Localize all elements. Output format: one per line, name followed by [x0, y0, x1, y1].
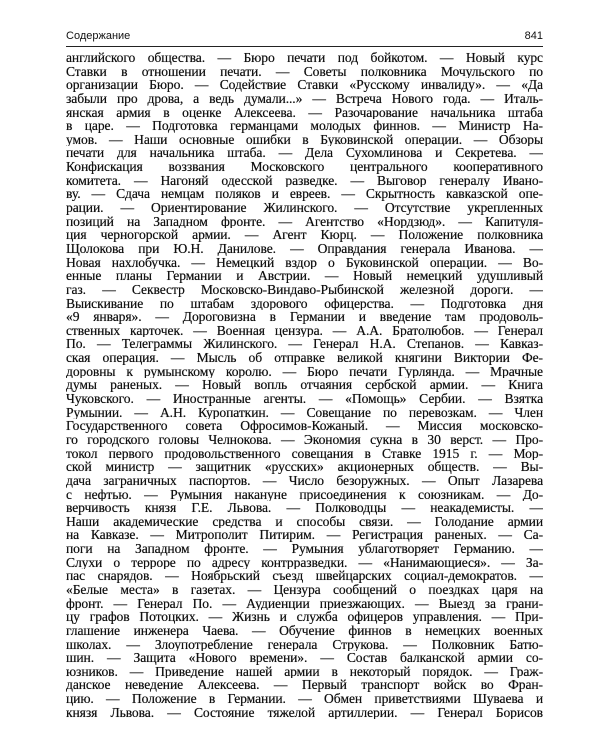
text-line: «9 января». — Дороговизна в Германии и введение там продоволь- — [66, 310, 543, 324]
text-line: Новая нахлобучка. — Немецкий вздор о Буковинской операции. — Во- — [66, 255, 543, 270]
text-line: английского общества. — Бюро печати под бойкотом. — Новый курс — [66, 51, 543, 65]
text-line: ция черногорской армии. — Агент Кюрц. — Положение полковника — [66, 228, 543, 242]
text-line: го городского головы Челнокова. — Экономия сукна в 30 верст. — Про- — [66, 432, 543, 447]
text-line: думы раненых. — Новый вопль отчаяния сербской армии. — Книга — [66, 378, 543, 393]
text-line: верчивость князя Г.Е. Львова. — Полководцы — неакадемисты. — — [66, 501, 543, 515]
page-number: 841 — [524, 30, 543, 42]
text-line: ская операция. — Мысль об отправке великой княгини Виктории Фе- — [66, 351, 543, 365]
text-line: пас снарядов. — Ноябрьский съезд швейцарских социал-демократов. — — [66, 569, 543, 583]
text-line: токол первого продовольственного совещания в Ставке 1915 г. — Мор- — [66, 446, 543, 461]
text-line: По. — Телеграммы Жилинского. — Генерал Н.А. Степанов. — Кавказ- — [66, 337, 543, 352]
text-line: Конфискация воззвания Московского центрального кооперативного — [66, 160, 543, 174]
text-line: забыли про дрова, а ведь думали...» — Встреча Нового года. — Италь- — [66, 91, 543, 106]
table-of-contents-text — [66, 51, 543, 719]
text-line: комитета. — Нагоняй одесской разведке. — Выговор генералу Ивано- — [66, 173, 543, 188]
text-line: на Кавказе. — Митрополит Питирим. — Регистрация раненых. — Са- — [66, 528, 543, 543]
text-line: князя Львова. — Состояние тяжелой артиллерии. — Генерал Борисов — [66, 705, 543, 720]
text-line: янская армия в оценке Алексеева. — Разочарование начальника штаба — [66, 105, 543, 120]
text-line: поги на Западном фронте. — Румыния ублаготворяет Германию. — — [66, 542, 543, 556]
text-line: Румынии. — А.Н. Куропаткин. — Совещание по перевозкам. — Член — [66, 405, 543, 420]
text-line: дача заграничных паспортов. — Число безоружных. — Опыт Лазарева — [66, 473, 543, 488]
text-line: Щолокова при Ю.Н. Данилове. — Оправдания генерала Иванова. — — [66, 241, 543, 256]
running-header — [66, 30, 543, 47]
text-line: глашение инженера Чаева. — Обучение финнов в немецких военных — [66, 623, 543, 638]
text-line: цию. — Положение в Германии. — Обмен приветствиями Шуваева и — [66, 692, 543, 706]
text-line: рации. — Ориентирование Жилинского. — Отсутствие укрепленных — [66, 201, 543, 215]
text-line: школах. — Злоупотребление генерала Струкова. — Полковник Батю- — [66, 637, 543, 652]
text-line: Государственного совета Офросимов-Кожаный. — Миссия московско- — [66, 419, 543, 433]
text-line: енные планы Германии и Австрии. — Новый немецкий удушливый — [66, 269, 543, 283]
text-line: с нефтью. — Румыния накануне присоединения к союзникам. — До- — [66, 487, 543, 502]
text-line: умов. — Наши основные ошибки в Буковинской операции. — Обзоры — [66, 132, 543, 147]
text-line: Ставки в отношении печати. — Советы полковника Мочульского по — [66, 64, 543, 79]
text-line: Наши академические средства и способы связи. — Голодание армии — [66, 514, 543, 529]
text-line: ву. — Сдача немцам поляков и евреев. — Скрытность кавказской опе- — [66, 187, 543, 202]
text-line: позиций на Западном фронте. — Агентство «Нордзюд». — Капитуля- — [66, 214, 543, 229]
running-header-title: Содержание — [66, 30, 131, 42]
text-line: юзников. — Приведение нашей армии в некоторый порядок. — Граж- — [66, 664, 543, 679]
text-line: в царе. — Подготовка германцами молодых финнов. — Министр На- — [66, 119, 543, 133]
text-line: Выискивание по штабам здорового офицерства. — Подготовка дня — [66, 296, 543, 311]
text-line: данское неведение Алексеева. — Первый транспорт войск во Фран- — [66, 678, 543, 693]
text-line: газ. — Секвестр Московско-Виндаво-Рыбинской железной дороги. — — [66, 282, 543, 297]
text-line: шин. — Защита «Нового времени». — Состав балканской армии со- — [66, 651, 543, 665]
text-line: доровны к румынскому королю. — Бюро печати Гурлянда. — Мрачные — [66, 364, 543, 379]
text-line: организации Бюро. — Содействие Ставки «Русскому инвалиду». — «Да — [66, 78, 543, 92]
text-line: ственных карточек. — Военная цензура. — А.А. Братолюбов. — Генерал — [66, 323, 543, 338]
text-line: «Белые места» в газетах. — Цензура сообщений о поездках царя на — [66, 582, 543, 597]
text-line: печати для начальника штаба. — Дела Сухомлинова и Секретева. — — [66, 146, 543, 161]
text-line: ской министр — защитник «русских» акционерных обществ. — Вы- — [66, 460, 543, 474]
text-line: Слухи о терроре по адресу контрразведки. — «Нанимающиеся». — За- — [66, 555, 543, 570]
text-line: фронт. — Генерал По. — Аудиенции приезжающих. — Выезд за грани- — [66, 596, 543, 611]
text-line: Чуковского. — Иностранные агенты. — «Помощь» Сербии. — Взятка — [66, 392, 543, 406]
text-line: цу графов Потоцких. — Жизнь и служба офицеров управления. — При- — [66, 610, 543, 624]
